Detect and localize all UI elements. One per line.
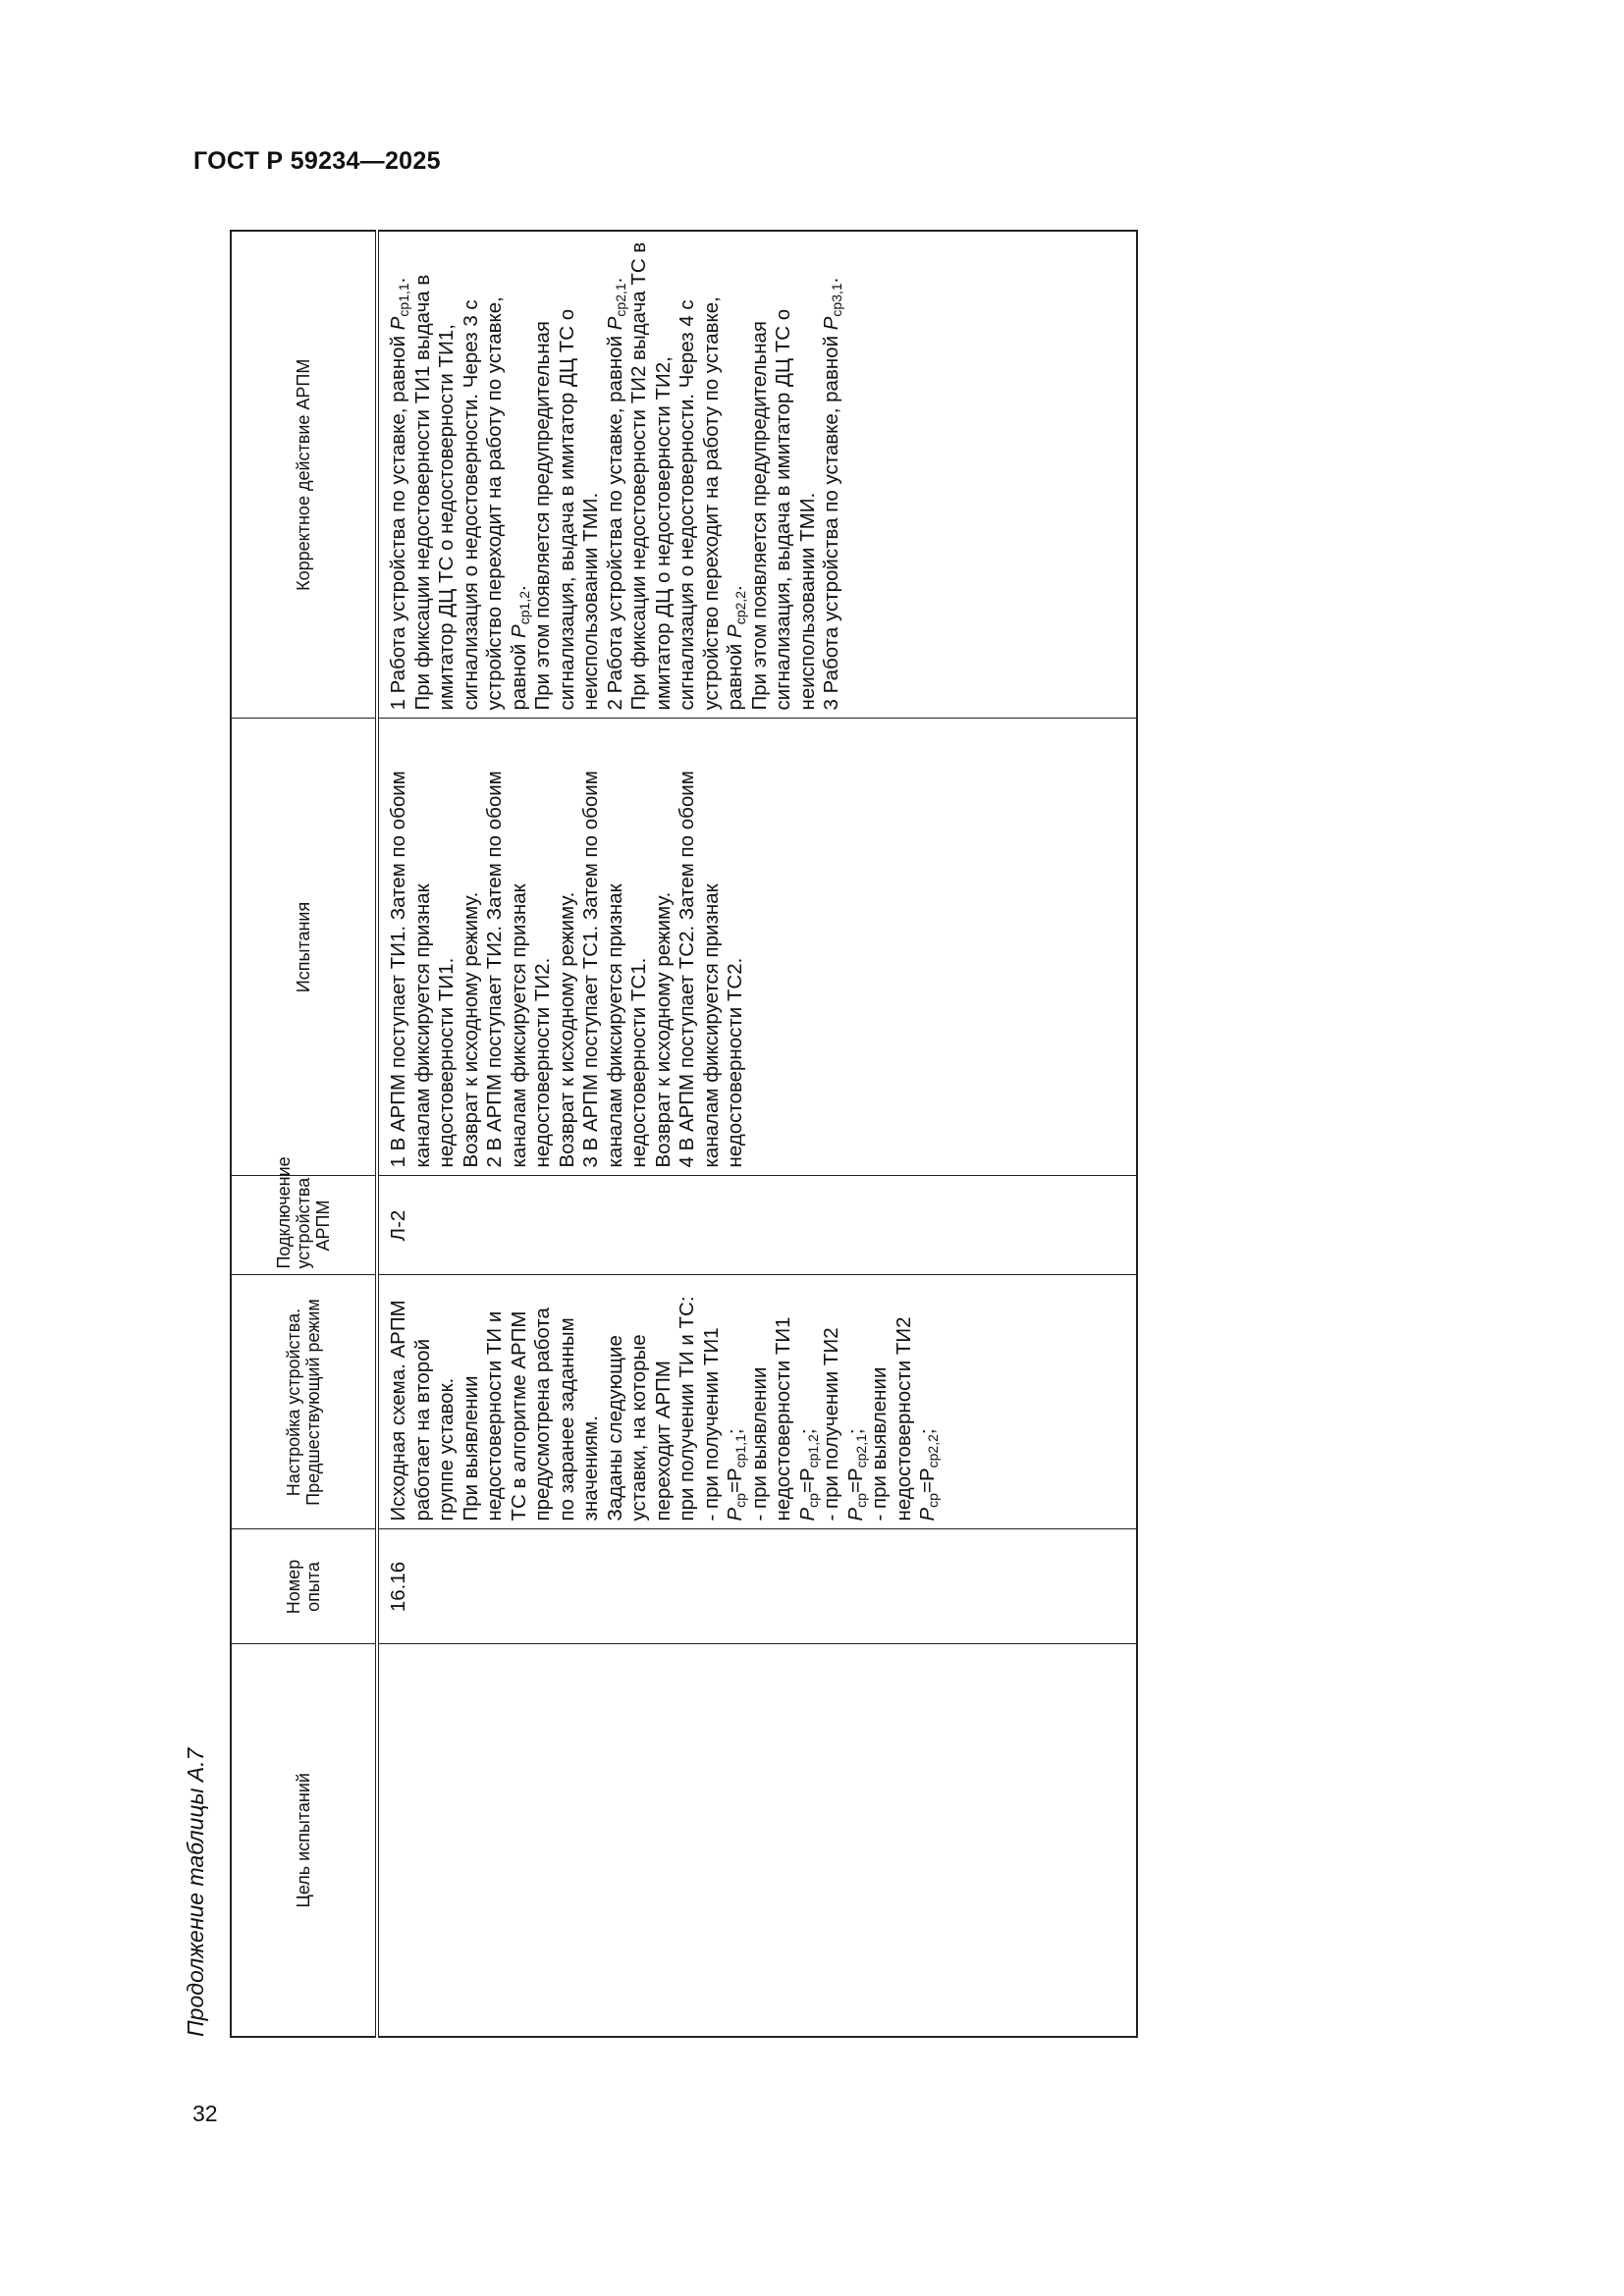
action-step: При фиксации недостоверности ТИ1 выдача в имитатор ДЦ ТС о недостоверности ТИ1, сигнализация о недостоверности. Через 3 с устройство переходит на работу по уставке, равной $P_{ср1,2}$. [410, 274, 532, 711]
setup-paragraph: При выявлении недостоверности ТИ и ТС в алгоритме АРПМ предусмотрена работа по заранее заданным значениям. [459, 1308, 602, 1522]
col-header-tests: Испытания [231, 719, 377, 1176]
setup-intro: Исходная схема. АРПМ работает на второй группе уставок. [387, 1300, 458, 1522]
cell-goal [377, 1644, 1137, 2037]
action-step: При этом появляется предупредительная сигнализация, выдача в имитатор ДЦ ТС о неиспользовании ТМИ. [531, 308, 602, 711]
test-step: 4 В АРПМ поступает ТС2. Затем по обоим каналам фиксируется признак недостоверности ТС2. [676, 771, 746, 1168]
cell-setup [377, 1275, 1137, 1529]
table-header-row [231, 231, 377, 2037]
action-step: При этом появляется предупредительная сигнализация, выдача в имитатор ДЦ ТС о неиспользовании ТМИ. [747, 308, 819, 711]
setup-paragraph: при получении ТИ и ТС: [676, 1296, 698, 1522]
col-header-connection: Подключение устройства АРПМ [231, 1176, 377, 1275]
test-step: 2 В АРПМ поступает ТИ2. Затем по обоим каналам фиксируется признак недостоверности ТИ2. [483, 771, 554, 1168]
setup-item: - при получении ТИ2 $P_{ср}=P_{ср2,1}$; [820, 1327, 869, 1522]
col-header-setup: Настройка устройства. Предшествующий режим [231, 1275, 377, 1529]
setup-item: - при выявлении недостоверности ТИ1 $P_{ср}=P_{ср1,2}$; [747, 1316, 821, 1522]
setup-paragraph: Заданы следующие уставки, на которые переходит АРПМ [603, 1334, 675, 1522]
cell-tests [377, 719, 1137, 1176]
cell-connection: Л-2 [377, 1176, 1137, 1275]
cell-test-number: 16.16 [377, 1529, 1137, 1644]
cell-action [377, 231, 1137, 719]
action-step: При фиксации недостоверности ТИ2 выдача ТС в имитатор ДЦ о недостоверности ТИ2, сигнализация о недостоверности. Через 4 с устройство переходит на работу по уставке, равной $P_{ср2,2}$. [627, 241, 748, 711]
test-step: Возврат к исходному режиму. [459, 891, 482, 1168]
table-continuation-caption: Продолжение таблицы А.7 [183, 1747, 208, 2037]
col-header-goal: Цель испытаний [231, 1644, 377, 2037]
setup-item: - при получении ТИ1 $P_{ср}=P_{ср1,1}$; [699, 1327, 748, 1522]
action-step: 3 Работа устройства по уставке, равной $P_{ср3,1}$. [820, 277, 844, 711]
table-row [377, 231, 1137, 2037]
action-step: 1 Работа устройства по уставке, равной $P_{ср1,1}$. [387, 277, 411, 711]
col-header-action: Корректное действие АРПМ [231, 231, 377, 719]
setup-item: - при выявлении недостоверности ТИ2 $P_{ср}=P_{ср2,2}$; [868, 1316, 941, 1522]
col-header-number: Номер опыта [231, 1529, 377, 1644]
test-step: Возврат к исходному режиму. [651, 891, 675, 1168]
document-code: ГОСТ Р 59234—2025 [193, 147, 441, 175]
test-step: 3 В АРПМ поступает ТС1. Затем по обоим каналам фиксируется признак недостоверности ТС1. [579, 771, 650, 1168]
rotated-table-container [230, 232, 1138, 2038]
page-number: 32 [192, 2101, 218, 2126]
action-step: 2 Работа устройства по уставке, равной $P_{ср2,1}$. [603, 277, 628, 711]
test-step: 1 В АРПМ поступает ТИ1. Затем по обоим каналам фиксируется признак недостоверности ТИ1. [387, 771, 458, 1168]
test-table [230, 230, 1138, 2038]
test-step: Возврат к исходному режиму. [555, 891, 578, 1168]
